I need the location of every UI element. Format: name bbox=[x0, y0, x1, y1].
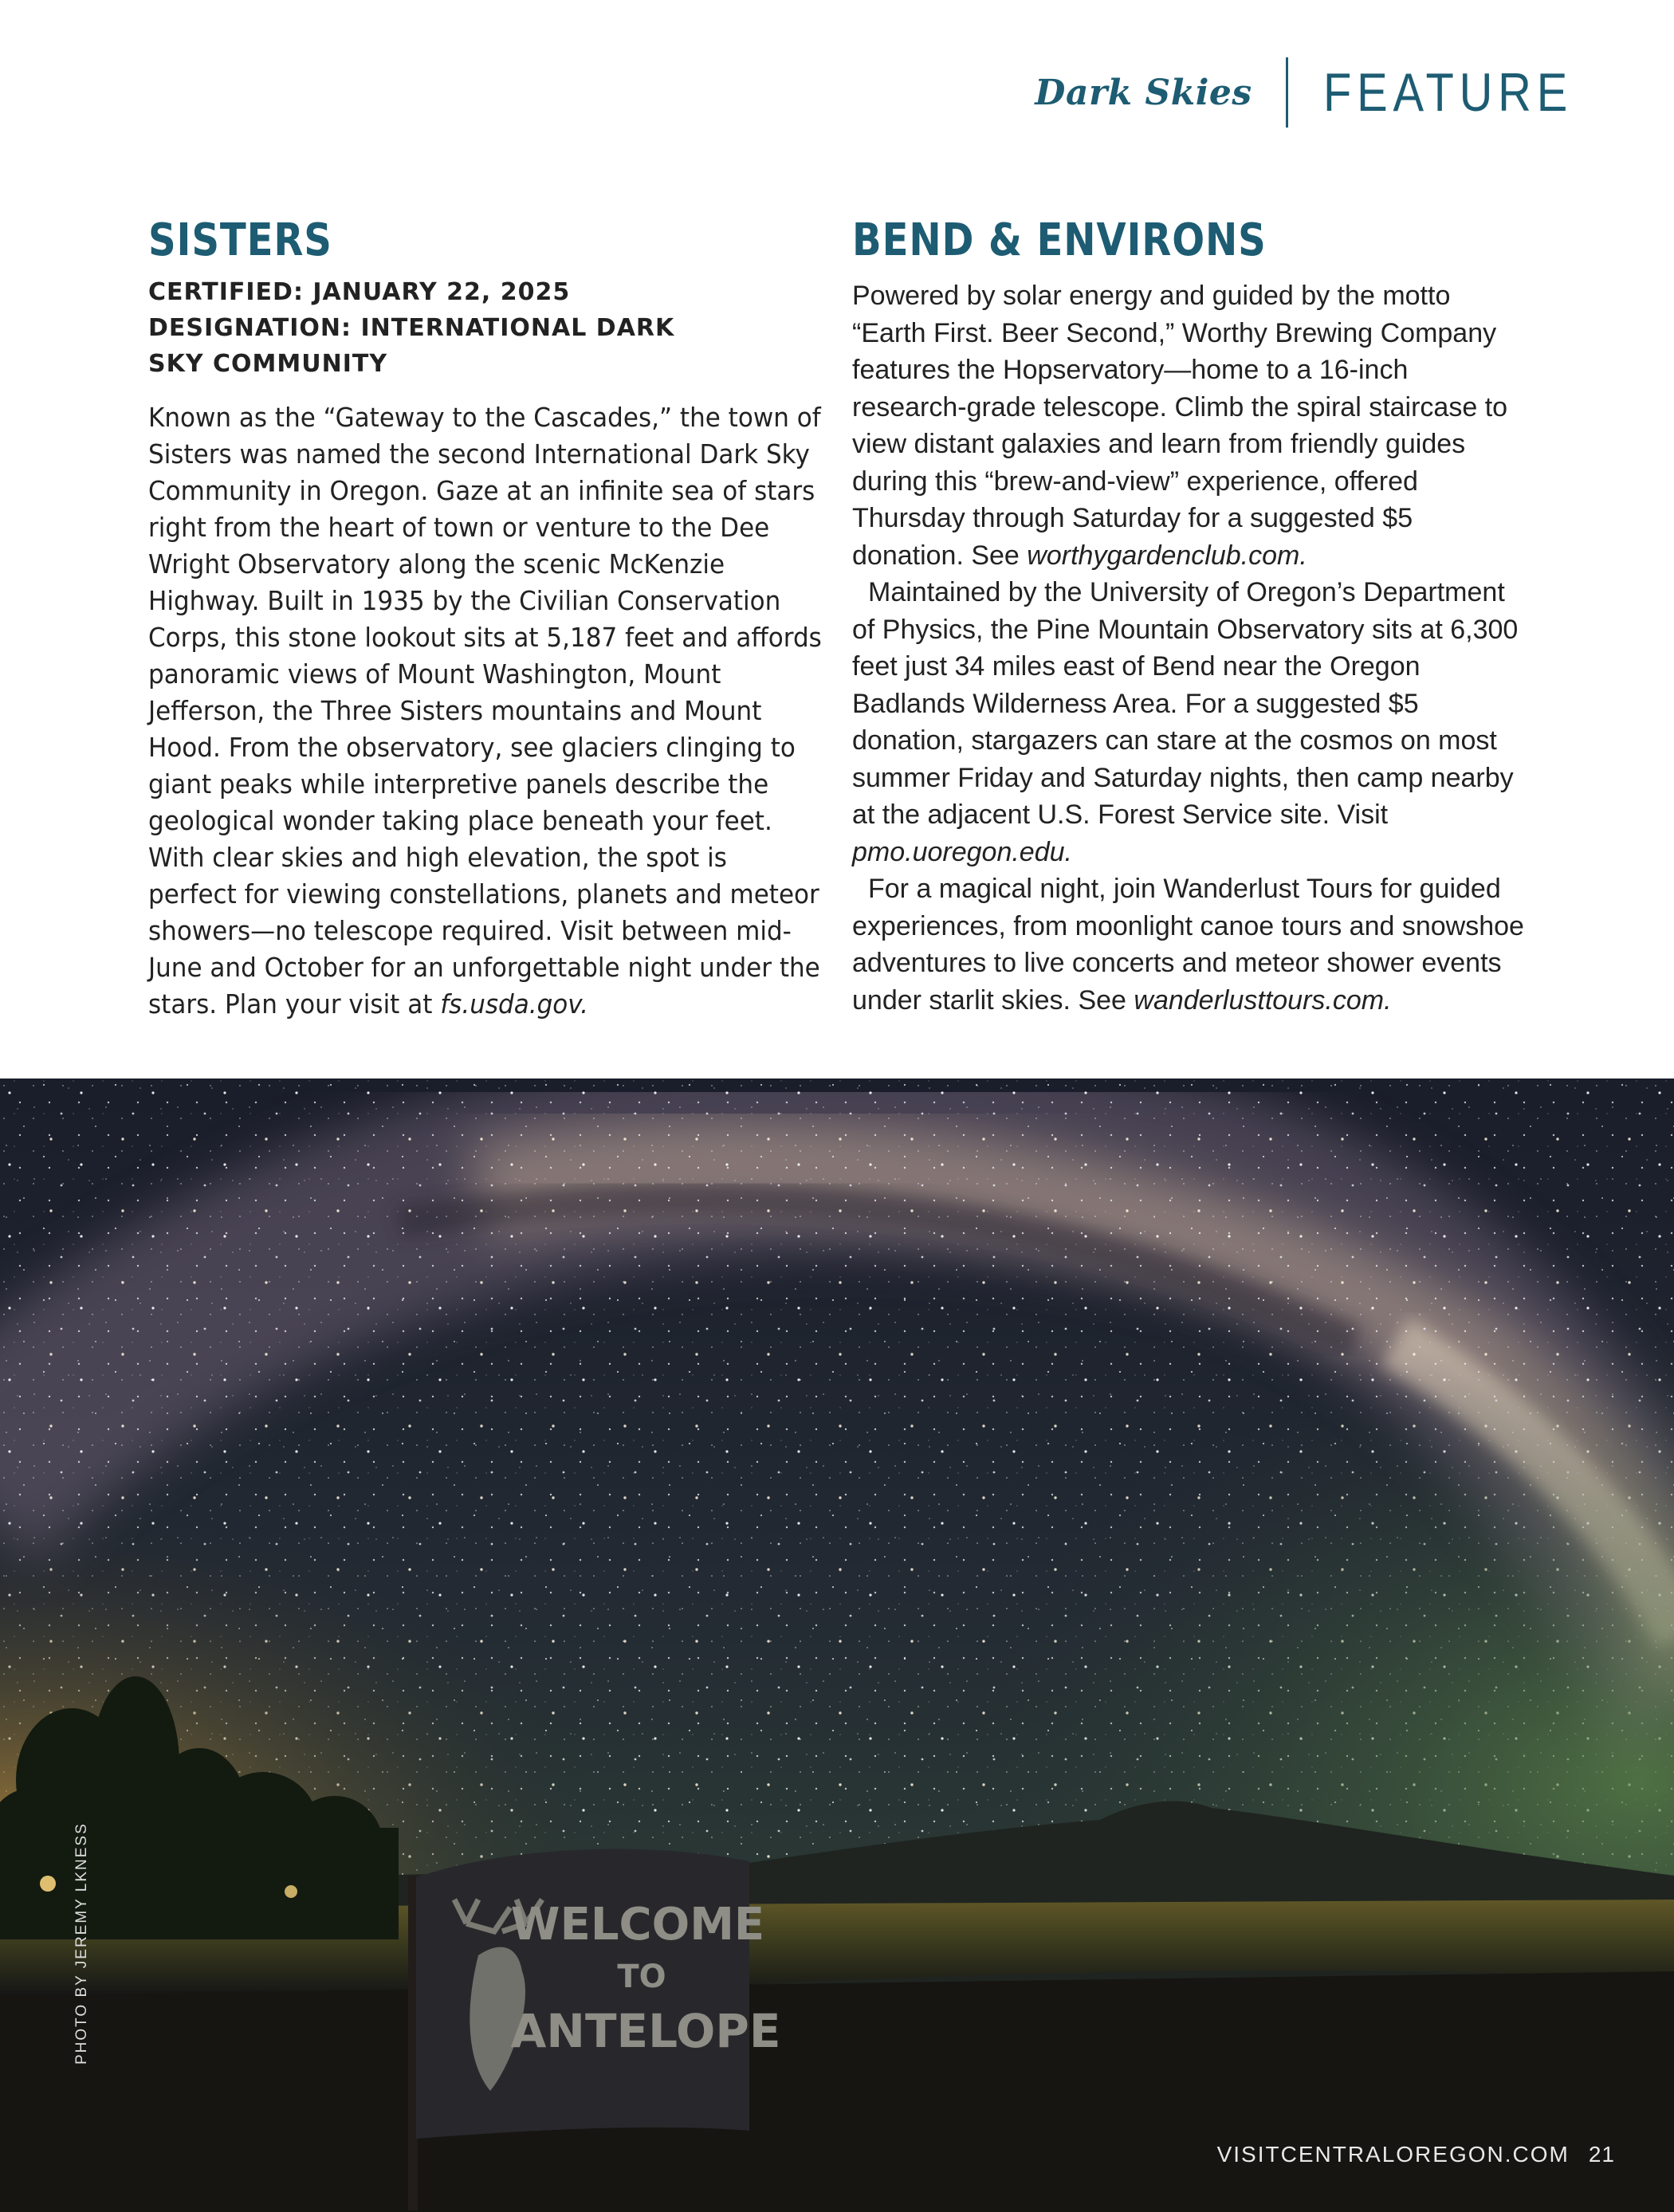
wanderlust-link[interactable]: wanderlusttours.com. bbox=[1134, 984, 1392, 1016]
sign-welcome: WELCOME bbox=[510, 1899, 765, 1951]
feature-label: FEATURE bbox=[1322, 62, 1573, 123]
bend-paragraph-3 bbox=[852, 870, 1530, 1019]
night-sky-photo bbox=[0, 1078, 1674, 2212]
sisters-certification bbox=[148, 274, 826, 382]
sign-to: TO bbox=[617, 1959, 666, 1995]
sisters-body-text: Known as the “Gateway to the Cascades,” the town of Sisters was named the second International Dark Sky Community in Oregon. Gaze at an infinite sea of stars right from the heart of town or venture to the Dee Wright Observatory along the scenic McKenzie Highway. Built in 1935 by the Civilian Conservation Corps, this stone lookout sits at 5,187 feet and affords panoramic views of Mount Washington, Mount Jefferson, the Three Sisters mountains and Mount Hood. From the observatory, see glaciers clinging to giant peaks while interpretive panels describe the geological wonder taking place beneath your feet. With clear skies and high elevation, the spot is perfect for viewing constellations, planets and meteor showers—no telescope required. Visit between mid-June and October for an unforgettable night under the stars. Plan your visit at bbox=[148, 402, 822, 1020]
pmo-link[interactable]: pmo.uoregon.edu. bbox=[852, 836, 1072, 867]
page-footer bbox=[1217, 2142, 1615, 2167]
bend-heading: BEND & ENVIRONS bbox=[852, 214, 1267, 266]
bend-body bbox=[852, 277, 1530, 1019]
sisters-heading: SISTERS bbox=[148, 214, 332, 266]
bend-p1-text: Powered by solar energy and guided by the motto “Earth First. Beer Second,” Worthy Brewing Company features the Hopservatory—home to a 16-inch research-grade telescope. Climb the spiral staircase to view distant galaxies and learn from friendly guides during this “brew-and-view” experience, offered Thursday through Saturday for a suggested $5 donation. See bbox=[852, 281, 1508, 571]
bend-paragraph-1 bbox=[852, 277, 1530, 574]
sisters-body bbox=[148, 399, 823, 1023]
designation-line-2: SKY COMMUNITY bbox=[148, 350, 388, 378]
page-header bbox=[1035, 56, 1617, 129]
header-divider bbox=[1286, 57, 1288, 128]
certified-date: CERTIFIED: JANUARY 22, 2025 bbox=[148, 278, 571, 306]
footer-site: VISITCENTRALOREGON.COM bbox=[1216, 2142, 1570, 2167]
sisters-column bbox=[148, 209, 826, 1023]
designation-line-1: DESIGNATION: INTERNATIONAL DARK bbox=[148, 314, 675, 342]
bend-p2-text: Maintained by the University of Oregon’s Department of Physics, the Pine Mountain Observatory sits at 6,300 feet just 34 miles east of Bend near the Oregon Badlands Wilderness Area. For a suggested $5 donation, stargazers can stare at the cosmos on most summer Friday and Saturday nights, then camp nearby at the adjacent U.S. Forest Service site. Visit bbox=[852, 577, 1519, 830]
photo-credit: PHOTO BY JEREMY LKNESS bbox=[73, 1822, 90, 2065]
bend-paragraph-2 bbox=[852, 574, 1530, 870]
worthy-link[interactable]: worthygardenclub.com. bbox=[1027, 540, 1307, 571]
section-label: Dark Skies bbox=[1035, 72, 1252, 113]
bend-column bbox=[852, 209, 1530, 1019]
sign-antelope: ANTELOPE bbox=[510, 2004, 781, 2058]
page-number: 21 bbox=[1588, 2142, 1615, 2167]
milky-way-scene bbox=[0, 1078, 1674, 2212]
bend-p3-text: For a magical night, join Wanderlust Tours for guided experiences, from moonlight canoe tours and snowshoe adventures to live concerts and meteor shower events under starlit skies. See bbox=[852, 874, 1524, 1016]
sisters-link[interactable]: fs.usda.gov. bbox=[440, 988, 588, 1020]
